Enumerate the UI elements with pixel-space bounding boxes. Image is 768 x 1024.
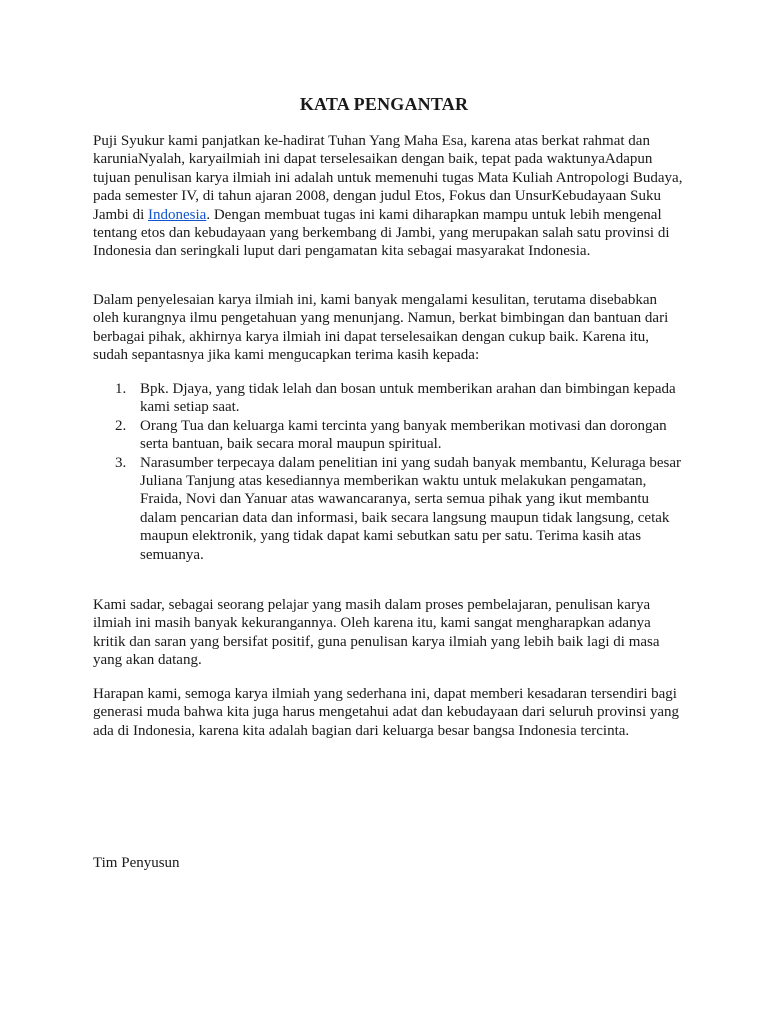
awareness-paragraph: Kami sadar, sebagai seorang pelajar yang masih dalam proses pembelajaran, penulisan karya ilmiah ini masih banyak kekurangannya. Oleh karena itu, kami sangat mengharapkan adanya kritik dan saran yang bersifat positif, guna penulisan karya ilmiah yang lebih baik lagi di masa yang akan datang. <box>93 597 660 669</box>
list-item-text: Narasumber terpecaya dalam penelitian ini yang sudah banyak membantu, Keluraga besar Juliana Tanjung atas kesediannya memberikan waktu untuk melakukan pengamatan, Fraida, Novi dan Yanuar atas wawancaranya, serta semua pihak yang ikut membantu dalam pencarian data dan informasi, baik secara langsung maupun tidak langsung, cetak maupun elektronik, yang tidak dapat kami sebutkan satu per satu. Terima kasih atas semuanya. <box>140 454 682 563</box>
intro-text-before-link: Puji Syukur kami panjatkan ke-hadirat Tuhan Yang Maha Esa, karena atas berkat rahmat dan karuniaNyalah, karyailmiah ini dapat terselesaikan dengan baik, tepat pada waktunyaAdapun tujuan penulisan karya ilmiah ini adalah untuk memenuhi tugas Mata Kuliah Antropologi Budaya, pada semester IV, di tahun ajaran 2008, dengan judul Etos, Fokus dan UnsurKebudayaan Suku Jambi di <box>93 133 683 223</box>
hope-paragraph: Harapan kami, semoga karya ilmiah yang sederhana ini, dapat memberi kesadaran tersendiri bagi generasi muda bahwa kita juga harus mengetahui adat dan kebudayaan dari seluruh provinsi yang ada di Indonesia, karena kita adalah bagian dari keluarga besar bangsa Indonesia tercinta. <box>93 686 680 739</box>
difficulties-paragraph: Dalam penyelesaian karya ilmiah ini, kami banyak mengalami kesulitan, terutama disebabkan oleh kurangnya ilmu pengetahuan yang menunjang. Namun, berkat bimbingan dan bantuan dari berbagai pihak, akhirnya karya ilmiah ini dapat terselesaikan dengan cukup baik. Karena itu, sudah sepantasnya jika kami mengucapkan terima kasih kepada: <box>93 292 669 364</box>
list-item <box>93 417 683 454</box>
list-item-number: 1. <box>115 381 127 397</box>
acknowledgement-list <box>93 380 683 564</box>
indonesia-link[interactable]: Indonesia <box>148 206 207 223</box>
list-item-number: 2. <box>115 417 127 434</box>
list-item-number: 3. <box>115 454 127 471</box>
list-item <box>93 454 683 564</box>
list-item <box>93 380 683 417</box>
page-title: KATA PENGANTAR <box>299 94 469 114</box>
list-item-text: Orang Tua dan keluarga kami tercinta yang banyak memberikan motivasi dan dorongan serta bantuan, baik secara moral maupun spiritual. <box>140 417 667 453</box>
intro-paragraph <box>93 132 683 261</box>
list-item-text: Bpk. Djaya, yang tidak lelah dan bosan untuk memberikan arahan dan bimbingan kepada kami setiap saat. <box>140 381 676 416</box>
intro-text-after-link: . Dengan membuat tugas ini kami diharapkan mampu untuk lebih mengenal tentang etos dan kebudayaan yang berkembang di Jambi, yang merupakan salah satu provinsi di Indonesia dan seringkali luput dari pengamatan kita sebagai masyarakat Indonesia. <box>93 206 670 260</box>
signature: Tim Penyusun <box>93 855 180 871</box>
